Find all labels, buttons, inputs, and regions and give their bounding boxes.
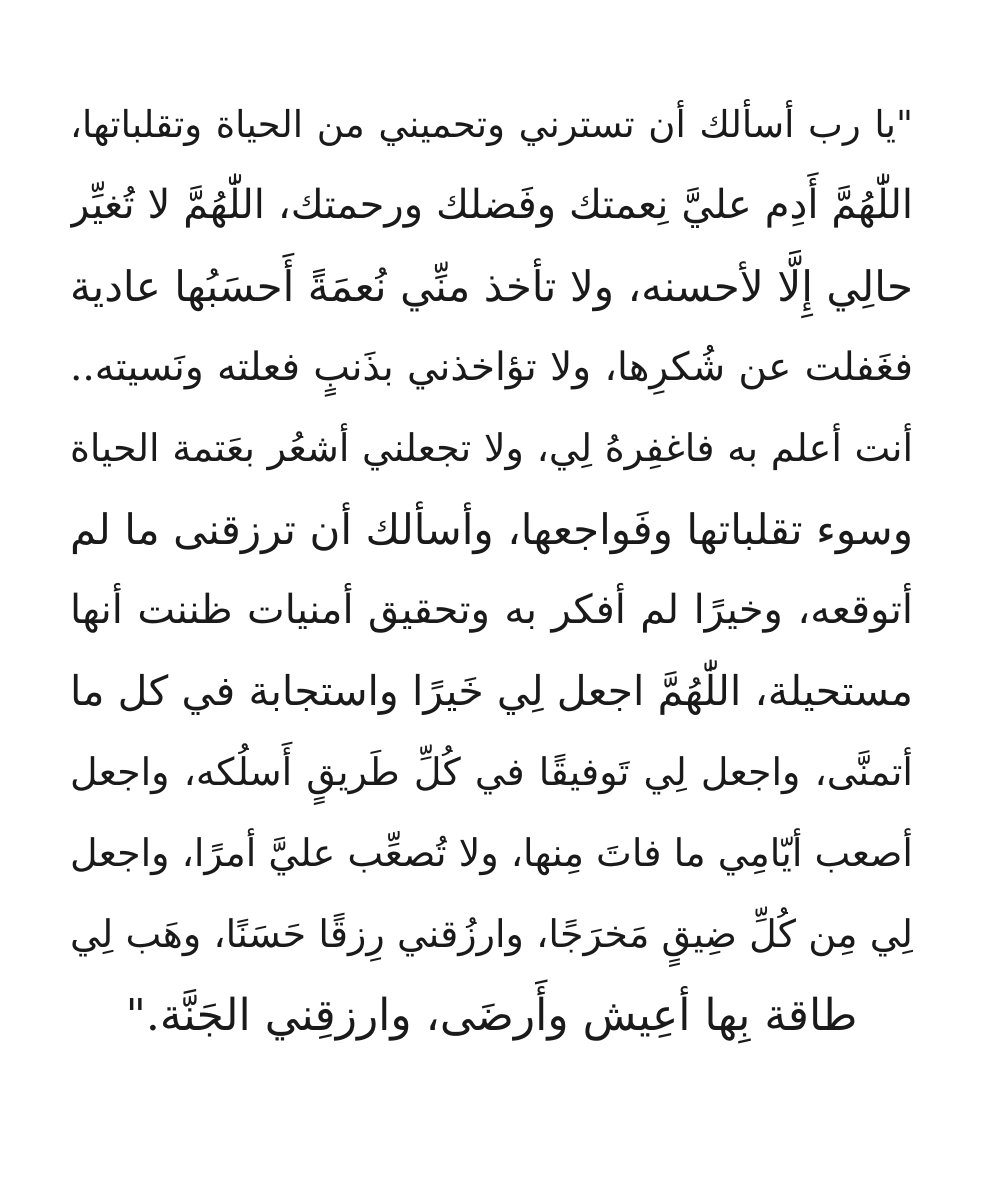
text-line: أصعب أيّامِي ما فاتَ مِنها، ولا تُصعِّب عليَّ أمرًا، واجعل — [70, 831, 913, 875]
text-line: مستحيلة، اللّٰهُمَّ اجعل لِي خَيرًا واستجابة في كل ما — [70, 667, 913, 715]
text-line: فغَفلت عن شُكرِها، ولا تؤاخذني بذَنبٍ فعلته ونَسيته.. — [70, 345, 913, 390]
text-line: "يا رب أسألك أن تسترني وتحميني من الحياة وتقلباتها، — [70, 103, 913, 146]
text-line: أنت أعلم به فاغفِرهُ لِي، ولا تجعلني أشعُر بعَتمة الحياة — [70, 426, 913, 470]
text-line: لِي مِن كُلِّ ضِيقٍ مَخرَجًا، وارزُقني رِزقًا حَسَنًا، وهَب لِي — [70, 912, 913, 956]
text-line: وسوء تقلباتها وفَواجعها، وأسألك أن ترزقنى ما لم — [70, 505, 913, 554]
text-line-last: طاقة بِها أعِيش وأَرضَى، وارزقِني الجَنَّة." — [125, 990, 858, 1041]
text-line: أتوقعه، وخيرًا لم أفكر به وتحقيق أمنيات ظننت أنها — [70, 587, 913, 633]
text-line: حالِي إِلَّا لأحسنه، ولا تأخذ منِّي نُعمَةً أَحسَبُها عادية — [70, 262, 913, 311]
text-line: اللّٰهُمَّ أَدِم عليَّ نِعمتك وفَضلك ورحمتك، اللّٰهُمَّ لا تُغيِّر — [70, 182, 913, 228]
prayer-text-block — [70, 84, 913, 1056]
text-line: أتمنَّى، واجعل لِي تَوفيقًا في كُلِّ طَريقٍ أَسلُكه، واجعل — [70, 750, 913, 794]
